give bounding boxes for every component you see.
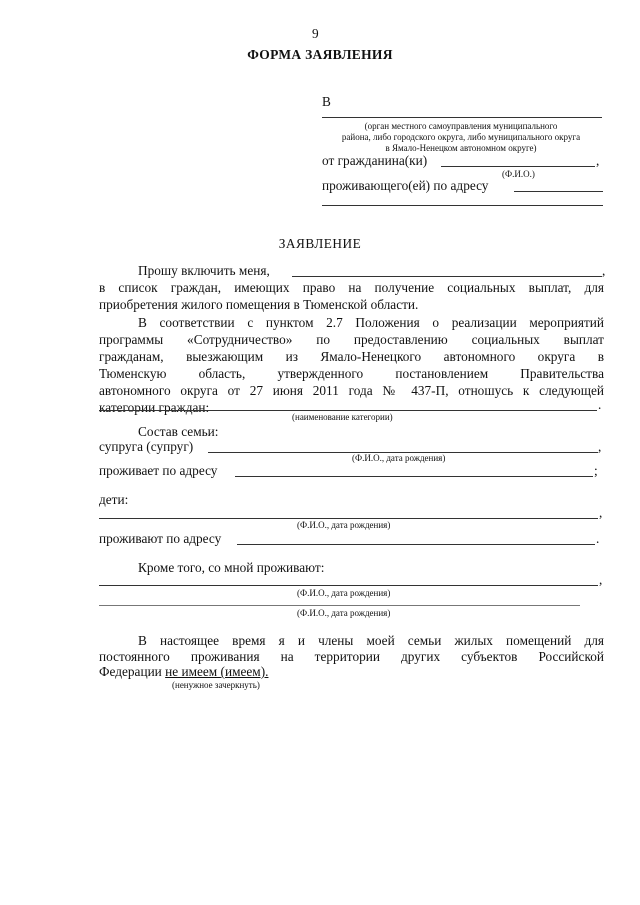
- comma: ,: [599, 505, 603, 520]
- p2-line2: программы «Сотрудничество» по предоставлению социальных выплат: [99, 332, 604, 347]
- category-field[interactable]: [99, 410, 597, 411]
- p1-line3: приобретения жилого помещения в Тюменской области.: [99, 297, 419, 312]
- others-hint-2: (Ф.И.О., дата рождения): [297, 608, 391, 618]
- comma: ,: [599, 572, 603, 587]
- p2-line5: автономного округа от 27 июня 2011 года № 437-П, отношусь к следующей: [99, 383, 604, 398]
- family-label: Состав семьи:: [138, 424, 219, 439]
- spouse-address-field[interactable]: [235, 476, 593, 477]
- children-address-field[interactable]: [237, 544, 595, 545]
- category-hint: (наименование категории): [292, 412, 393, 422]
- page-number: 9: [312, 26, 319, 41]
- children-fio-field[interactable]: [99, 518, 598, 519]
- to-prefix: В: [322, 94, 331, 109]
- form-title: ФОРМА ЗАЯВЛЕНИЯ: [247, 47, 393, 62]
- p2-line3: гражданам, выезжающим из Ямало-Ненецкого автономного округа в: [99, 349, 604, 364]
- authority-hint-3: в Ямало-Ненецком автономном округе): [385, 143, 537, 153]
- fio-hint: (Ф.И.О.): [502, 169, 535, 179]
- others-fio-field-1[interactable]: [99, 585, 598, 586]
- residing-label: проживающего(ей) по адресу: [322, 178, 489, 193]
- period: .: [598, 397, 602, 412]
- authority-field[interactable]: [322, 117, 602, 118]
- from-label: от гражданина(ки): [322, 153, 428, 168]
- authority-hint-1: (орган местного самоуправления муниципального: [364, 121, 558, 131]
- applicant-fio-field[interactable]: [441, 166, 595, 167]
- semicolon: ;: [594, 463, 598, 478]
- p2-line6: категории граждан:: [99, 400, 210, 415]
- children-address-label: проживают по адресу: [99, 531, 222, 546]
- final-line1: В настоящее время я и члены моей семьи жилых помещений для: [138, 633, 604, 648]
- spouse-label: супруга (супруг): [99, 439, 194, 454]
- applicant-name-field[interactable]: [292, 276, 602, 277]
- spouse-hint: (Ф.И.О., дата рождения): [352, 453, 446, 463]
- p1-line2: в список граждан, имеющих право на получение социальных выплат, для: [99, 280, 604, 295]
- strike-hint: (ненужное зачеркнуть): [172, 680, 260, 690]
- children-hint: (Ф.И.О., дата рождения): [297, 520, 391, 530]
- p2-line1: В соответствии с пунктом 2.7 Положения о реализации мероприятий: [138, 315, 604, 330]
- final-line2: постоянного проживания на территории других субъектов Российской: [99, 649, 604, 664]
- p1-line1-text: Прошу включить меня,: [138, 263, 270, 278]
- p2-line4: Тюменскую область, утвержденного постановлением Правительства: [99, 366, 604, 381]
- comma: ,: [602, 263, 606, 278]
- spouse-address-label: проживает по адресу: [99, 463, 218, 478]
- final-line3-prefix: Федерации: [99, 664, 162, 679]
- address-field-2[interactable]: [322, 205, 603, 206]
- children-label: дети:: [99, 492, 129, 507]
- statement-title: ЗАЯВЛЕНИЕ: [278, 236, 362, 251]
- others-label: Кроме того, со мной проживают:: [138, 560, 325, 575]
- others-hint-1: (Ф.И.О., дата рождения): [297, 588, 391, 598]
- authority-hint-2: района, либо городского округа, либо муниципального округа: [341, 132, 581, 142]
- comma: ,: [598, 439, 602, 454]
- period: .: [596, 531, 600, 546]
- housing-options[interactable]: не имеем (имеем).: [165, 664, 269, 679]
- comma: ,: [596, 153, 600, 168]
- others-fio-field-2[interactable]: [99, 605, 580, 606]
- address-field-1[interactable]: [514, 191, 603, 192]
